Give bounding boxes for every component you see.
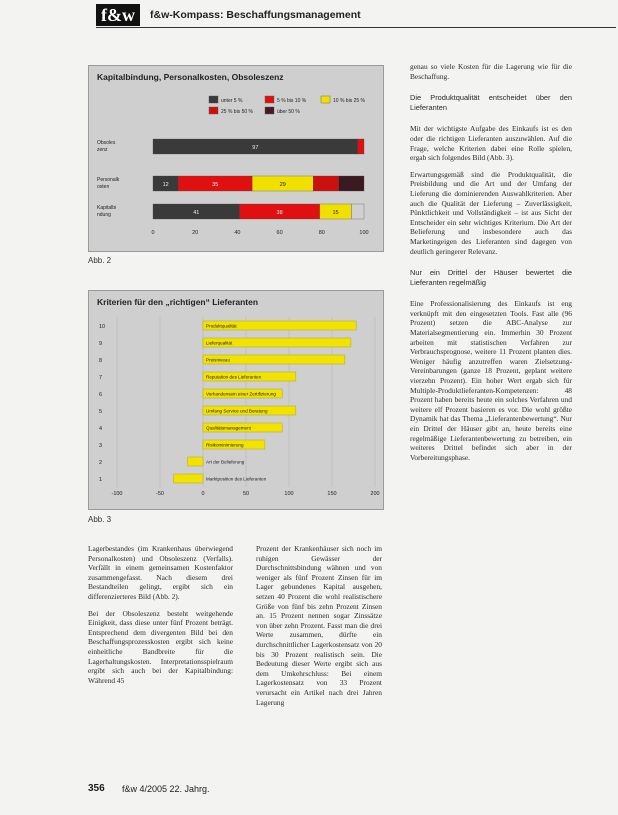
paragraph: Erwartungsgemäß sind die Produktqualität, die Preisbildung und die Art und der Umfang der Lieferung die dominierenden Auswahlkriterien. Aber auch die Qualität der Lieferung – Zuverlässigkeit, Pünktlichkeit und Vollständigkeit – ist aus Sicht der Entscheider ein sehr wichtiges Kriterium. Die Art der Belieferung und insbesondere auch das Marketingeigen des Lieferanten sind dagegen von deutlich geringerer Relevanz. bbox=[410, 169, 572, 256]
paragraph: genau so viele Kosten für die Lagerung wie für die Beschaffung. bbox=[410, 62, 572, 81]
data-label: 38 bbox=[276, 210, 283, 216]
figure-2-panel bbox=[88, 65, 384, 252]
legend-label: 5 % bis 10 % bbox=[277, 98, 307, 104]
category-label: Obsoles bbox=[97, 140, 116, 146]
x-tick-label: 60 bbox=[276, 230, 283, 236]
paragraph: Mit der wichtigste Aufgabe des Einkaufs ist es den oder die richtigen Lieferanten auszuwählen. Auf die Frage, welche Kriterien dabei eine Rolle spielen, ergab sich folgendes Bild (Abb. 3). bbox=[410, 124, 572, 163]
rank-label: 6 bbox=[99, 392, 103, 398]
x-tick-label: 50 bbox=[242, 491, 250, 497]
paragraph: Bei der Obsoleszenz besteht weitgehende Einigkeit, dass diese unter fünf Prozent beträgt. Entsprechend dem divergenten Bild bei den Beschaffungsprozesskosten ergibt sich keine einheitliche Bandbreite für die Lagerhaltungskosten. Interpretationsspielraum ergibt sich auch bei der Kapitalbindung: Während 45 bbox=[88, 608, 233, 685]
bar-segment bbox=[358, 139, 364, 154]
bar-label: Preisniveau bbox=[206, 357, 231, 363]
data-label: 41 bbox=[193, 210, 200, 216]
legend-label: 10 % bis 25 % bbox=[333, 98, 365, 104]
figure-2-title: Kapitalbindung, Personalkosten, Obsoleszenz bbox=[97, 72, 284, 82]
bar-segment bbox=[351, 204, 364, 219]
text-column-right bbox=[410, 62, 572, 469]
figure-3-title: Kriterien für den „richtigen“ Lieferanten bbox=[97, 297, 259, 307]
legend-swatch bbox=[321, 96, 330, 103]
x-tick-label: 40 bbox=[234, 230, 241, 236]
text-column-left bbox=[88, 544, 233, 692]
legend-swatch bbox=[209, 96, 218, 103]
legend-label: 25 % bis 50 % bbox=[221, 109, 253, 115]
rank-label: 3 bbox=[99, 443, 103, 449]
x-tick-label: -100 bbox=[111, 491, 123, 497]
category-label: zenz bbox=[97, 147, 108, 153]
category-label: ndung bbox=[97, 212, 111, 218]
rank-label: 7 bbox=[99, 375, 103, 381]
paragraph: Lagerbestandes (im Krankenhaus überwiegend Personalkosten) und Obsoleszenz (Verfalls). Verfällt in einem gemeinsamen Kostenfaktor zusammengefasst. Nach diesem drei Bestandteilen gelingt, ergibt sich ein differenzierteres Bild (Abb. 2). bbox=[88, 544, 233, 601]
bar-label: Produktqualität bbox=[206, 323, 237, 329]
paragraph: Prozent der Krankenhäuser sich noch im ruhigen Gewässer der Durchschnittsbindung wähnen und von weniger als fünf Prozent Zinsen für im Lager gebundenes Kapital ausgehen, setzen 40 Prozent die wohl realistischere Größe von fünf bis zehn Prozent Zinsen an. 15 Prozent nennen sogar Zinssätze von über zehn Prozent. Fasst man die drei Werte zusammen, dürfte ein durchschnittlicher Lagerkostensatz von 20 bis 30 Prozent realistisch sein. Die Bedeutung dieser Werte ergibt sich aus dem Umkehrschluss: Bei einem Lagerkostensatz von 33 Prozent verursacht ein Artikel nach drei Jahren Lagerung bbox=[256, 544, 382, 707]
paragraph: Eine Professionalisierung des Einkaufs ist eng verknüpft mit den eingesetzten Tools. Fast alle (96 Prozent) setzen die ABC-Analyse zur Materialsegmentierung ein. Immerhin 30 Prozent arbeiten mit statistischen Verfahren zur Verbrauchsprognose, weitere 11 Prozent planten dies. Weniger häufig anzutreffen waren Zielsetzung-Vereinbarungen (ganze 18 Prozent, geplant weitere vierzehn Prozent). Ein hoher Wert ergab sich für Multiple-Produktlieferanten-Kompetenzen: 48 Prozent haben bereits heute ein solches Verfahren und weitere elf Prozent basieren es vor. Die wohl größte Dynamik hat das Thema „Lieferantenbewertung“. Nur ein Drittel der Häuser gibt an, heute bereits eine regelmäßige Lieferantenbewertung zu betreiben, ein weiteres Drittel befindet sich aber in der Vorbereitungsphase. bbox=[410, 299, 572, 462]
x-tick-label: 80 bbox=[318, 230, 325, 236]
x-tick-label: 20 bbox=[192, 230, 199, 236]
category-label: Kapitalbi bbox=[97, 205, 117, 211]
bar-label: Marktposition des Lieferanten bbox=[206, 476, 267, 482]
data-label: 35 bbox=[212, 182, 219, 188]
section-heading: Die Produktqualität entscheidet über den Lieferanten bbox=[410, 93, 572, 112]
figure-3-chart bbox=[89, 291, 383, 509]
section-heading: Nur ein Drittel der Häuser bewertet die Lieferanten regelmäßig bbox=[410, 268, 572, 287]
x-tick-label: 100 bbox=[284, 491, 294, 497]
header-title: f&w-Kompass: Beschaffungsmanagement bbox=[150, 9, 361, 21]
bar bbox=[188, 457, 203, 466]
header-rule bbox=[96, 27, 616, 28]
rank-label: 10 bbox=[99, 324, 106, 330]
page-number: 356 bbox=[88, 783, 105, 794]
x-tick-label: 100 bbox=[359, 230, 369, 236]
x-tick-label: -50 bbox=[156, 491, 164, 497]
rank-label: 2 bbox=[99, 460, 103, 466]
magazine-logo: f&w bbox=[96, 4, 140, 26]
legend-swatch bbox=[265, 96, 274, 103]
bar bbox=[174, 474, 203, 483]
rank-label: 9 bbox=[99, 341, 103, 347]
bar-label: Qualitätsmanagement bbox=[206, 425, 251, 431]
category-label: Personalk bbox=[97, 177, 120, 183]
bar-segment bbox=[339, 176, 364, 191]
legend-swatch bbox=[209, 107, 218, 114]
x-tick-label: 0 bbox=[151, 230, 155, 236]
issue-info: f&w 4/2005 22. Jahrg. bbox=[122, 784, 210, 794]
x-tick-label: 150 bbox=[327, 491, 337, 497]
bar-label: Risikominimierung bbox=[206, 442, 244, 448]
figure-3-caption: Abb. 3 bbox=[88, 515, 112, 524]
category-label: osten bbox=[97, 184, 110, 190]
legend-swatch bbox=[265, 107, 274, 114]
legend-label: unter 5 % bbox=[221, 98, 243, 104]
figure-2-chart bbox=[89, 66, 383, 251]
bar-segment bbox=[313, 176, 338, 191]
rank-label: 5 bbox=[99, 409, 103, 415]
data-label: 12 bbox=[162, 182, 169, 188]
text-column-middle bbox=[256, 544, 382, 714]
bar-label: Lieferqualität bbox=[206, 340, 233, 346]
bar-label: Vorhandensein einer Zertifizierung bbox=[206, 391, 276, 397]
data-label: 97 bbox=[252, 145, 259, 151]
bar-label: Art der Belieferung bbox=[206, 459, 245, 465]
figure-3-panel bbox=[88, 290, 384, 510]
bar-label: Reputation des Lieferanten bbox=[206, 374, 262, 380]
data-label: 29 bbox=[279, 182, 286, 188]
rank-label: 8 bbox=[99, 358, 103, 364]
figure-2-caption: Abb. 2 bbox=[88, 256, 112, 265]
data-label: 15 bbox=[332, 210, 339, 216]
rank-label: 4 bbox=[99, 426, 103, 432]
bar-label: Umfang Service und Beratung bbox=[206, 408, 268, 414]
x-tick-label: 200 bbox=[370, 491, 380, 497]
legend-label: über 50 % bbox=[277, 109, 300, 115]
rank-label: 1 bbox=[99, 477, 103, 483]
x-tick-label: 0 bbox=[201, 491, 205, 497]
